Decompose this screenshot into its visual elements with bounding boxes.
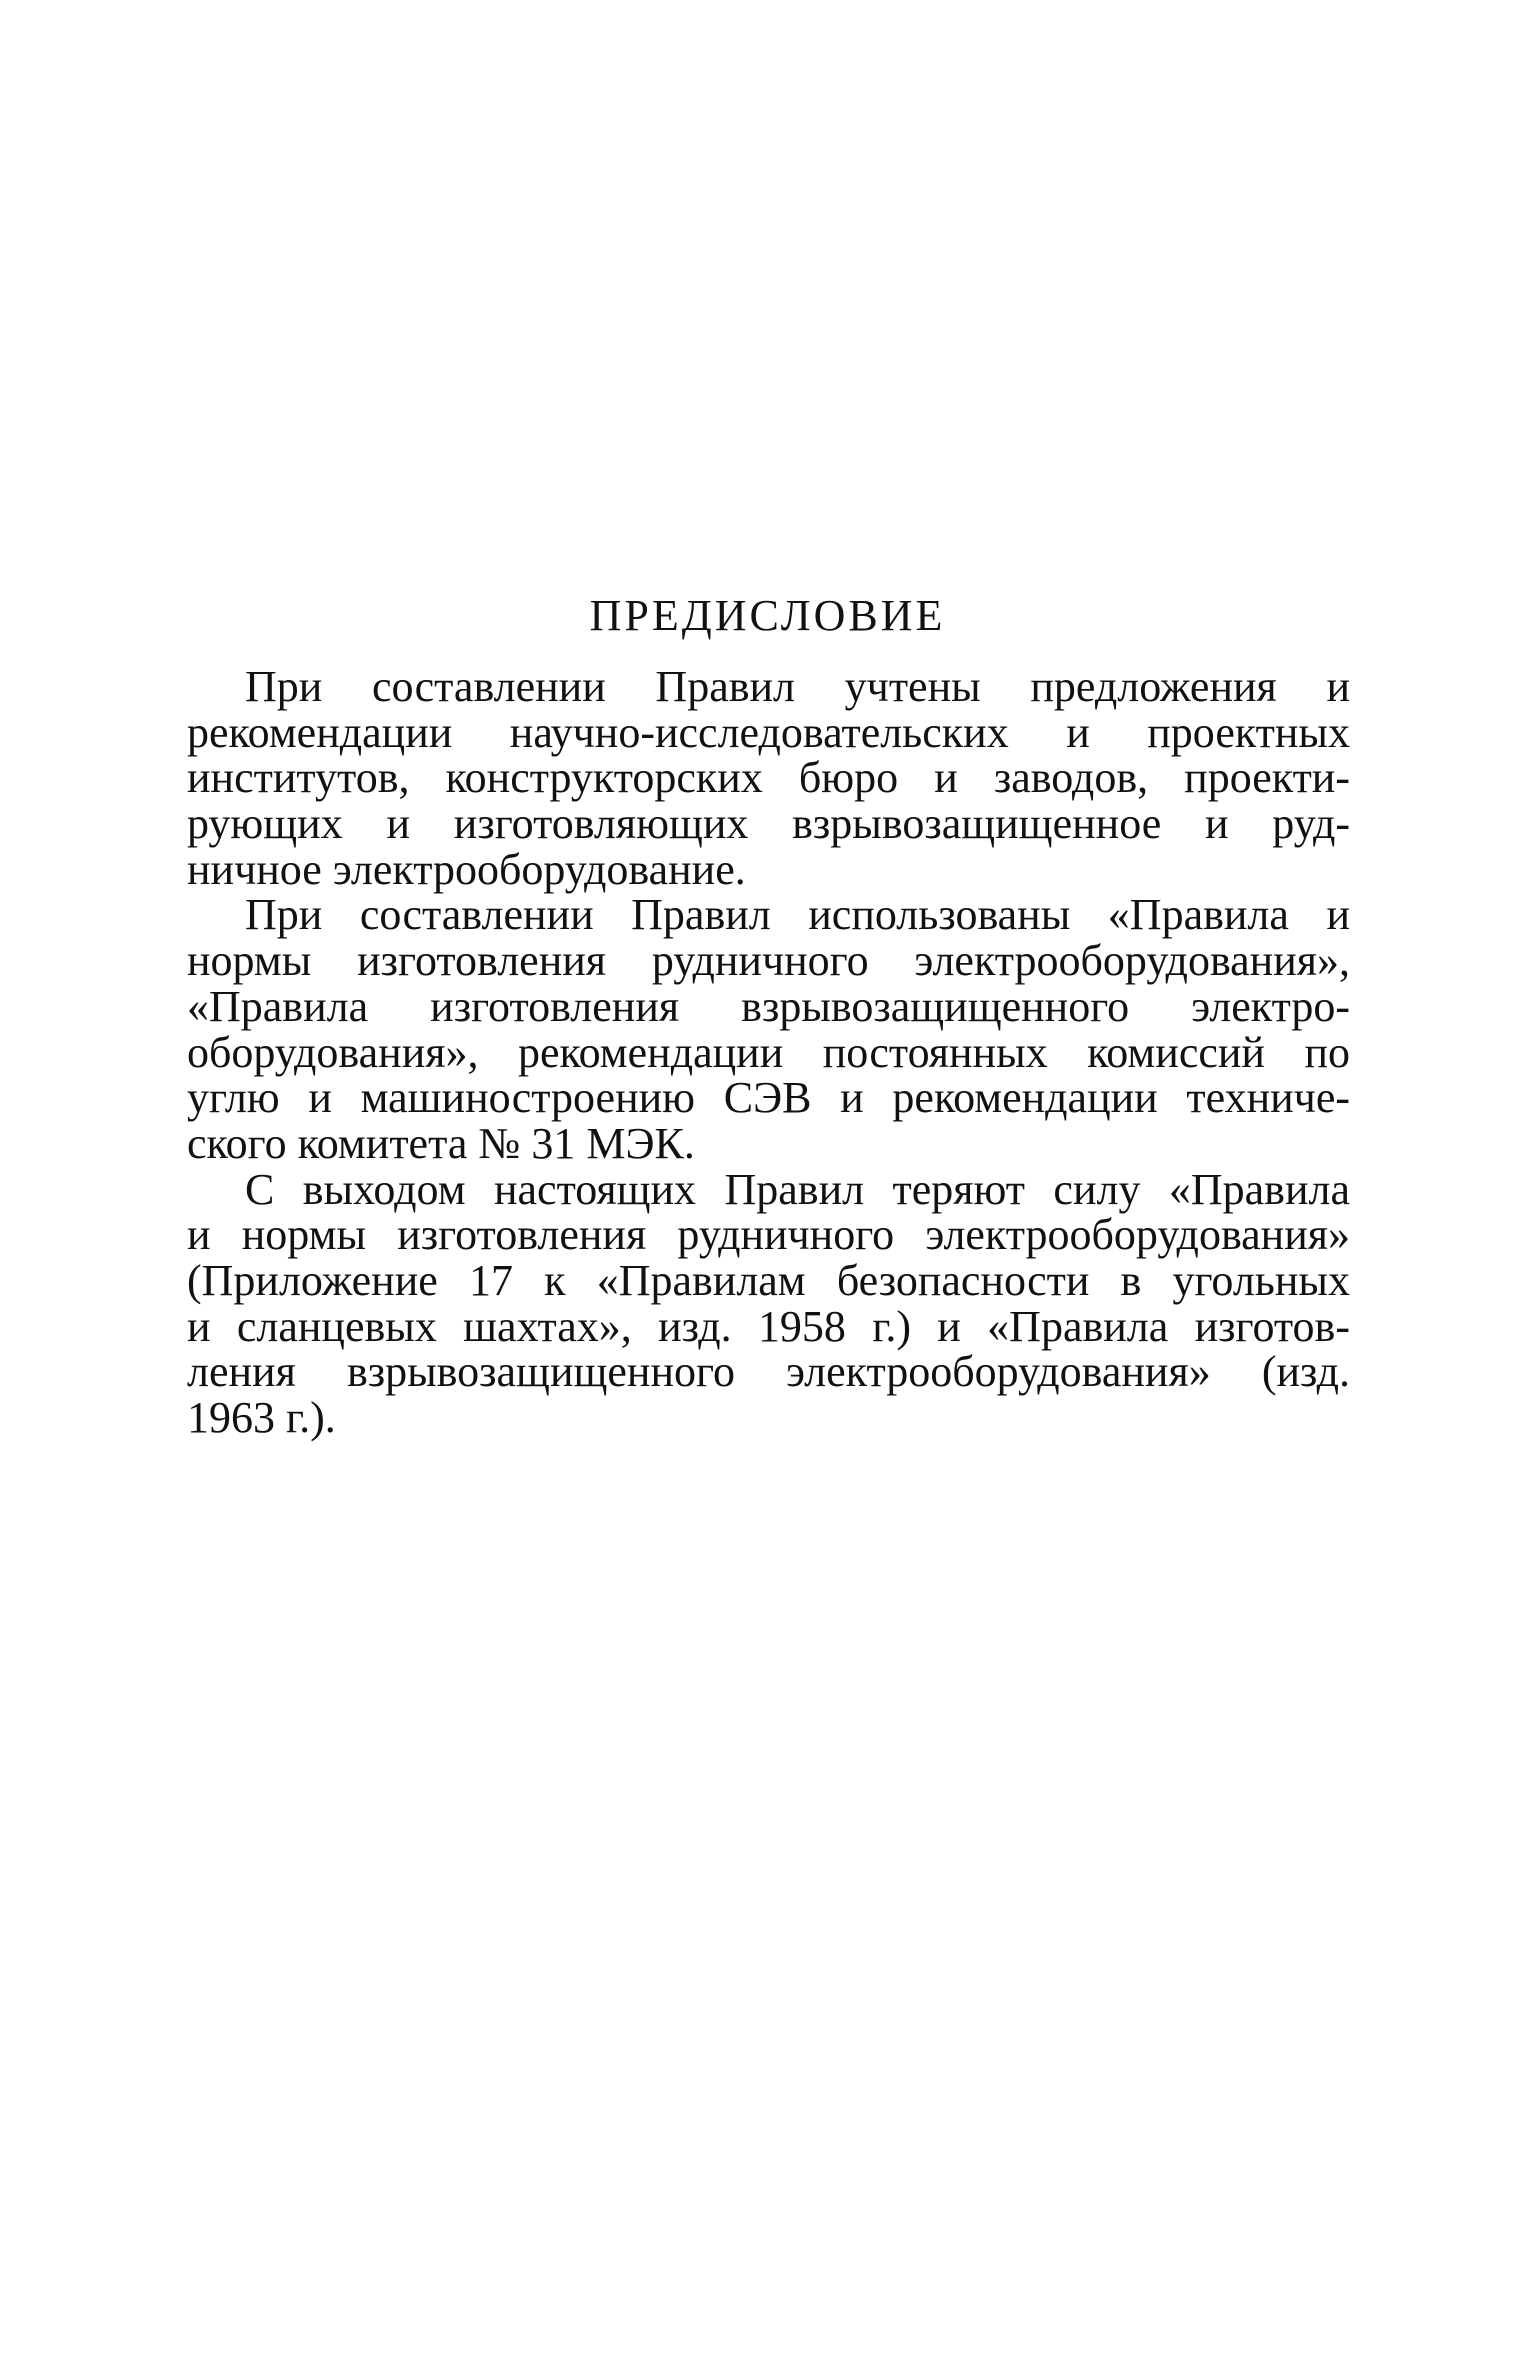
text-line: углю и машиностроению СЭВ и рекомендации техниче- (187, 1073, 1350, 1123)
text-line: С выходом настоящих Правил теряют силу «Правила (245, 1164, 1350, 1214)
paragraph (187, 892, 1350, 1166)
text-line: рекомендации научно-исследовательских и проектных (187, 707, 1350, 757)
body-text (187, 664, 1350, 1441)
paragraph (187, 1164, 1350, 1442)
text-line: ского комитета № 31 МЭК. (187, 1118, 695, 1168)
text-line: и нормы изготовления рудничного электрооборудования» (187, 1210, 1350, 1260)
text-line: «Правила изготовления взрывозащищенного электро- (187, 981, 1350, 1031)
text-line: При составлении Правил учтены предложения и (245, 662, 1350, 711)
text-line: 1963 г.). (187, 1393, 336, 1442)
text-line: ления взрывозащищенного электрооборудования» (изд. (187, 1347, 1350, 1397)
text-line: институтов, конструкторских бюро и заводов, проекти- (187, 753, 1350, 803)
text-line: оборудования», рекомендации постоянных комиссий по (187, 1027, 1350, 1077)
text-line: рующих и изготовляющих взрывозащищенное и руд- (187, 799, 1350, 849)
paragraph (187, 664, 1350, 892)
text-line: При составлении Правил использованы «Правила и (245, 890, 1350, 940)
text-line: нормы изготовления рудничного электрооборудования», (187, 936, 1350, 986)
text-line: ничное электрооборудование. (187, 844, 746, 894)
text-line: и сланцевых шахтах», изд. 1958 г.) и «Правила изготов- (187, 1301, 1350, 1351)
page-title: ПРЕДИСЛОВИЕ (589, 591, 946, 640)
text-line: (Приложение 17 к «Правилам безопасности в угольных (187, 1255, 1350, 1305)
